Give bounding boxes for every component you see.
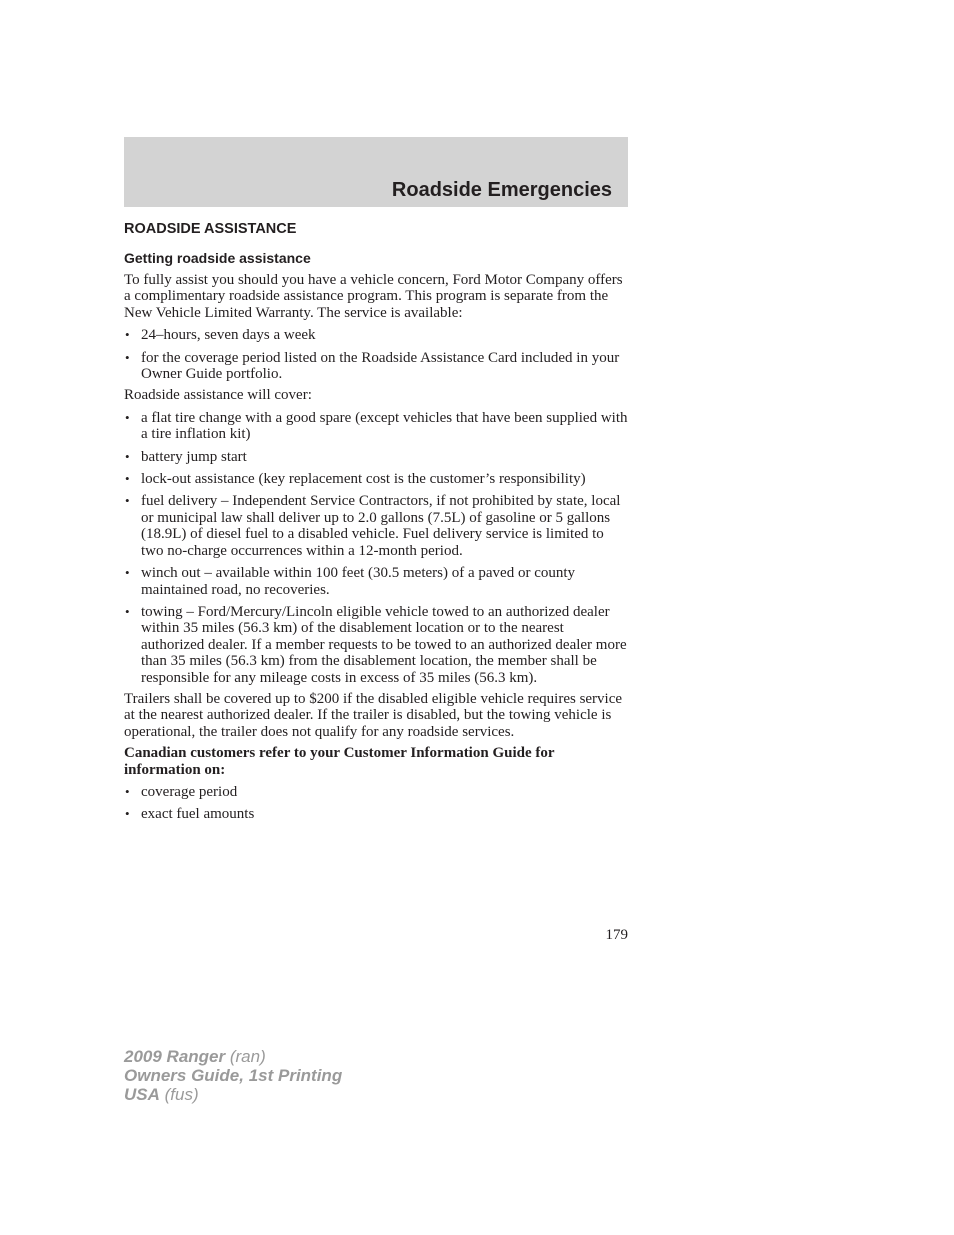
- header-band: [124, 137, 628, 207]
- list-item: • fuel delivery – Independent Service Contractors, if not prohibited by state, local or municipal law shall deliver up to 2.0 gallons (7.5L) of gasoline or 5 gallons (18.9L) of diesel fuel to a disabled vehicle. Fuel delivery service is limited to two no-charge occurrences within a 12-month period.: [125, 493, 621, 559]
- bullet-icon: •: [125, 448, 130, 464]
- bullet-icon: •: [125, 349, 130, 365]
- list-item: • winch out – available within 100 feet (30.5 meters) of a paved or county maintained road, no recoveries.: [125, 565, 576, 598]
- footer-line-edition: Owners Guide, 1st Printing: [124, 1066, 343, 1085]
- page-content: [124, 220, 630, 823]
- cover-intro: Roadside assistance will cover:: [124, 387, 312, 404]
- list-item: • towing – Ford/Mercury/Lincoln eligible vehicle towed to an authorized dealer within 35 miles (56.3 km) of the disablement location or to the nearest authorized dealer. If a member requests to be towed to an authorized dealer more than 35 miles (56.3 km) from the disablement location, the member shall be responsible for any mileage costs in excess of 35 miles (56.3 km).: [125, 603, 627, 686]
- bullet-icon: •: [125, 783, 130, 799]
- canadian-list: [124, 784, 630, 823]
- list-item: • 24–hours, seven days a week: [125, 327, 316, 344]
- bullet-icon: •: [125, 806, 130, 822]
- list-item: • for the coverage period listed on the Roadside Assistance Card included in your Owner Guide portfolio.: [125, 349, 620, 383]
- footer-line-model: 2009 Ranger (ran): [124, 1047, 266, 1066]
- page-number: 179: [605, 927, 628, 943]
- bullet-icon: •: [125, 493, 130, 509]
- list-item: • a flat tire change with a good spare (except vehicles that have been supplied with a tire inflation kit): [125, 409, 628, 443]
- chapter-title: Roadside Emergencies: [391, 179, 612, 201]
- list-item: • coverage period: [125, 783, 238, 800]
- intro-paragraph: To fully assist you should you have a vehicle concern, Ford Motor Company offers a complimentary roadside assistance program. This program is separate from the New Vehicle Limited Warranty. The service is available:: [124, 272, 623, 321]
- coverage-list: [124, 410, 630, 686]
- sub-heading: Getting roadside assistance: [124, 250, 311, 266]
- footer-line-market: USA (fus): [124, 1085, 199, 1104]
- list-item: • exact fuel amounts: [125, 806, 255, 823]
- availability-list: [124, 327, 630, 382]
- bullet-icon: •: [125, 565, 130, 581]
- footer-imprint: [124, 1047, 342, 1104]
- bullet-icon: •: [125, 471, 130, 487]
- bullet-icon: •: [125, 327, 130, 343]
- canadian-note: Canadian customers refer to your Customer Information Guide for information on:: [124, 745, 555, 778]
- section-heading: ROADSIDE ASSISTANCE: [124, 221, 297, 237]
- bullet-icon: •: [125, 603, 130, 619]
- trailers-paragraph: Trailers shall be covered up to $200 if the disabled eligible vehicle requires service at the nearest authorized dealer. If the trailer is disabled, but the towing vehicle is operational, the trailer does not qualify for any roadside services.: [124, 690, 623, 740]
- list-item: • lock-out assistance (key replacement cost is the customer’s responsibility): [125, 471, 586, 488]
- list-item: • battery jump start: [125, 448, 247, 465]
- bullet-icon: •: [125, 409, 130, 425]
